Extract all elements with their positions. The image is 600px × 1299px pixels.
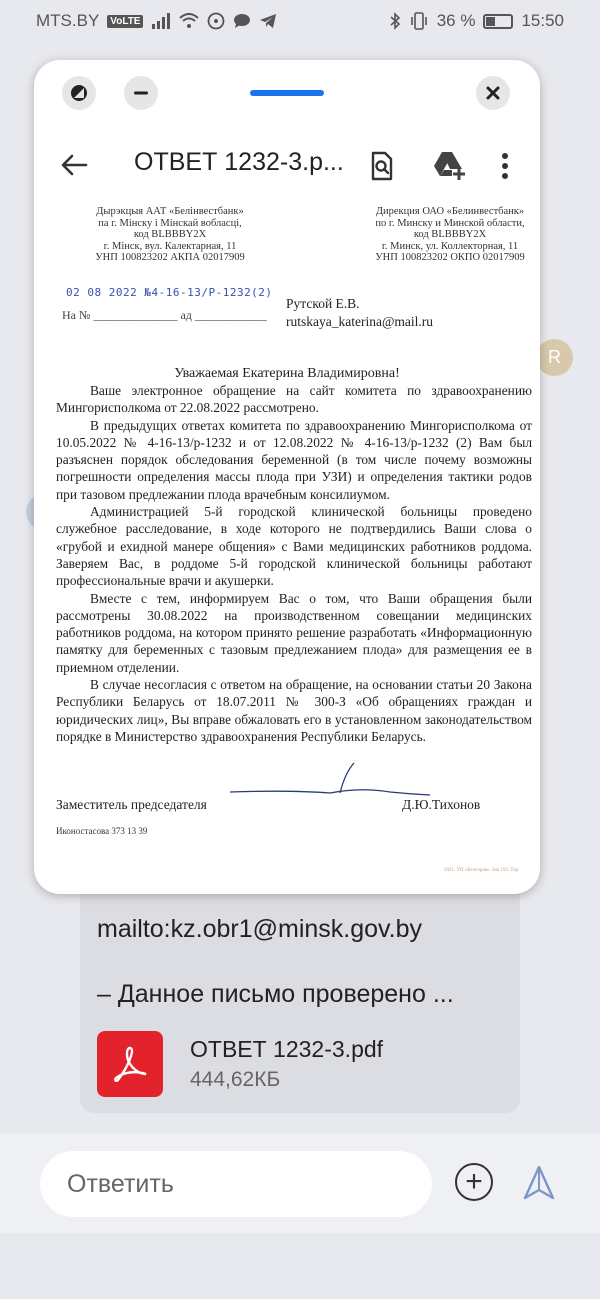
paragraph: Ваше электронное обращение на сайт комитета по здравоохранению Мингорисполкома от 22.08.2022 рассмотрено. [56, 383, 532, 416]
close-icon [485, 85, 501, 101]
attachment-size: 444,62КБ [190, 1068, 281, 1091]
signal-icon [151, 13, 171, 29]
header-line: УНП 100823202 АКПА 02017909 [95, 252, 245, 263]
print-note: 2021. УП «Белсправ». Зак 193. Тир [444, 868, 519, 873]
nav-bar [0, 1233, 600, 1299]
paragraph: Вместе с тем, информируем Вас о том, что Ваши обращения были рассмотрены 30.08.2022 на производственном совещании медицинских работников роддома, на котором принято решение разработать «Информационную памятку для беременных с тазовым предлежанием плода» для размещения ее в приемном отделении. [56, 590, 532, 675]
document-title: ОТВЕТ 1232-3.p... [134, 148, 344, 176]
header-line: Дирекция ОАО «Белинвестбанк» [375, 206, 525, 217]
paragraph: В случае несогласия с ответом на обращение, на основании статьи 20 Закона Республики Беларусь от 18.07.2011 № 300-З «Об обращениях граждан и юридических лиц», Вы вправе обжаловать его в установленном законодательством порядке в Министерство здравоохранения Республики Беларусь. [56, 677, 532, 744]
mailto-link[interactable]: mailto:kz.obr1@minsk.gov.by [97, 915, 423, 943]
header-line: па г. Мінску і Мінскай вобласці, [98, 217, 242, 229]
vibrate-icon [409, 12, 429, 30]
minimize-icon [132, 84, 150, 102]
header-line: код BLBBBY2X [133, 229, 207, 240]
bluetooth-icon [389, 12, 401, 30]
add-button[interactable]: + [455, 1163, 493, 1201]
carrier-label: MTS.BY [36, 11, 100, 30]
greeting: Уважаемая Екатерина Владимировна! [174, 366, 400, 381]
resize-icon [70, 84, 88, 102]
header-line: УНП 100823202 ОКПО 02017909 [375, 252, 525, 263]
bank-header-by [80, 206, 260, 264]
resize-window-button[interactable] [62, 76, 96, 110]
paragraph: Администрацией 5-й городской клинической больницы проведено служебное расследование, в ходе которого не подтвердились Ваши слова о «грубой и ехидной манере общения» с Вами медицинских работников роддома. Заверяем Вас, в роддоме 5-й городской клинической больницы работают профессиональные врачи и акушерки. [56, 504, 532, 589]
add-to-drive-icon[interactable] [432, 150, 466, 180]
bank-header-ru [360, 206, 540, 264]
pdf-file-icon[interactable] [97, 1031, 163, 1097]
recipient-email: rutskaya_katerina@mail.ru [286, 314, 434, 329]
header-line: по г. Минску и Минской области, [375, 217, 525, 229]
letter-body [56, 382, 532, 745]
header-line: г. Минск, ул. Коллекторная, 11 [381, 240, 519, 252]
recipient-name: Рутской Е.В. [286, 296, 360, 311]
search-in-document-icon[interactable] [370, 151, 394, 181]
header-line: код BLBBBY2X [413, 229, 487, 240]
header-line: г. Мінск, вул. Калектарная, 11 [103, 240, 237, 252]
send-icon[interactable] [520, 1164, 558, 1202]
pdf-viewer-window [34, 60, 540, 894]
more-options-icon[interactable] [500, 152, 510, 180]
close-window-button[interactable] [476, 76, 510, 110]
attachment-name[interactable]: ОТВЕТ 1232-3.pdf [190, 1036, 384, 1062]
clock: 15:50 [521, 11, 564, 30]
telegram-icon [259, 13, 277, 29]
minimize-window-button[interactable] [124, 76, 158, 110]
handwritten-reference: 02 08 2022 №4-16-13/Р-1232(2) [66, 286, 273, 299]
executor-note: Иконостасова 373 13 39 [56, 826, 148, 836]
signatory-name: Д.Ю.Тихонов [402, 797, 481, 812]
checked-notice: – Данное письмо проверено ... [97, 980, 454, 1008]
signatory-title: Заместитель председателя [56, 797, 207, 812]
back-arrow-icon[interactable] [60, 153, 88, 177]
signature [230, 759, 430, 799]
volte-badge: VoLTE [107, 15, 143, 28]
status-bar [0, 0, 600, 42]
battery-icon [483, 14, 513, 29]
window-drag-handle[interactable] [250, 90, 324, 96]
chat-icon [233, 13, 251, 29]
paragraph: В предыдущих ответах комитета по здравоохранению Мингорисполкома от 10.05.2022 № 4-16-13/р-1232 и от 12.08.2022 № 4-16-13/р-1232 (2) Вам был разъяснен порядок обследования беременной (в том числе почему возможны погрешности определения массы плода при УЗИ) и определения тактики родов при тазовом предлежании плода врачебным консилиумом. [56, 417, 532, 502]
reply-placeholder[interactable]: Ответить [67, 1170, 174, 1198]
battery-percent: 36 % [436, 11, 476, 30]
recipient-block [286, 295, 433, 331]
sender-avatar[interactable]: R [536, 339, 573, 376]
reference-line: На № ______________ ад ____________ [62, 308, 267, 322]
wifi-icon [179, 13, 199, 29]
viber-icon [207, 12, 225, 30]
pdf-page[interactable] [34, 204, 540, 894]
header-line: Дырэкцыя ААТ «Белінвестбанк» [96, 206, 244, 217]
